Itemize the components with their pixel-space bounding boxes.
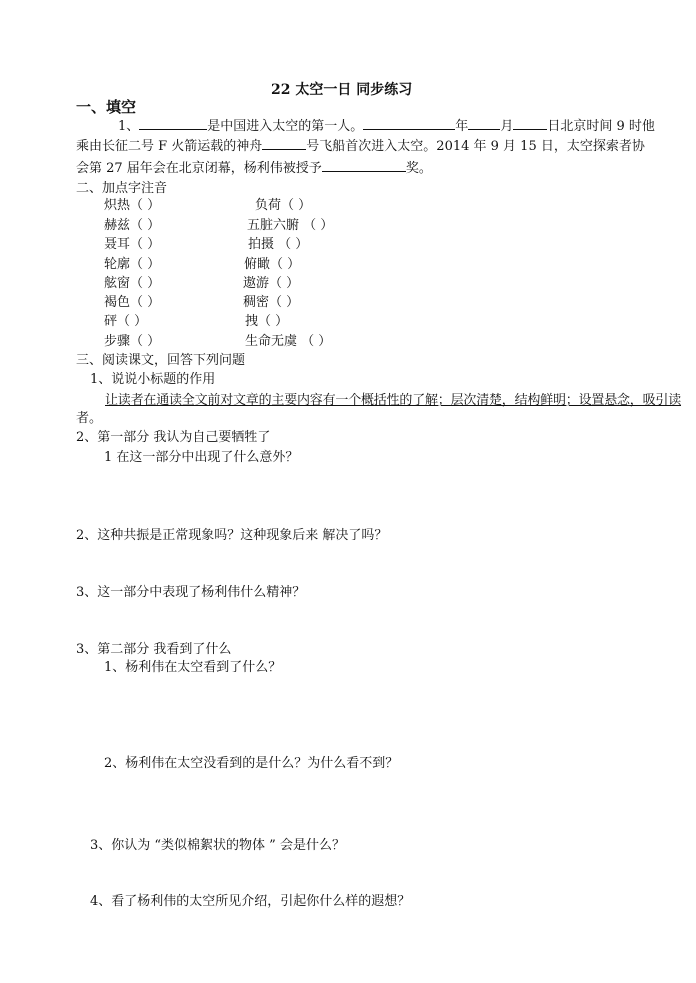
question-1: 1、说说小标题的作用 (90, 372, 216, 387)
part1-question-1: 1 在这一部分中出现了什么意外？ (104, 450, 299, 465)
pinyin-item-right: 俯瞰（ ） (244, 257, 301, 272)
page-title: 22 太空一日 同步练习 (271, 82, 413, 98)
blank-day[interactable] (513, 115, 547, 130)
answer-1-line1: 让读者在通读全文前对文章的主要内容有一个概括性的了解；层次清楚，结构鲜明；设置悬念，吸引读 (105, 393, 682, 408)
fill-line-1-text1: 是中国进入太空的第一人。 (207, 119, 364, 134)
fill-line-2 (76, 135, 645, 154)
fill-line-1-num: 1、 (118, 119, 140, 134)
pinyin-item-left: 步骤（ ） (104, 334, 161, 349)
fill-line-1-text2: 年 (455, 119, 469, 134)
section3-heading: 三、阅读课文，回答下列问题 (76, 353, 246, 368)
fill-line-3-text2: 奖。 (405, 161, 432, 176)
part2-question-4: 4、看了杨利伟的太空所见介绍，引起你什么样的遐想？ (90, 894, 411, 909)
pinyin-item-left: 砰（ ） (104, 314, 148, 329)
pinyin-item-left: 褐色（ ） (104, 295, 161, 310)
section2-heading: 二、加点字注音 (76, 181, 168, 196)
fill-line-1 (118, 115, 655, 134)
part2-question-2: 2、杨利伟在太空没看到的是什么？为什么看不到？ (104, 756, 399, 771)
part2-question-3: 3、你认为 “类似棉絮状的物体 ” 会是什么？ (90, 838, 345, 853)
fill-line-3-text1: 会第 27 届年会在北京闭幕，杨利伟被授予 (76, 161, 322, 176)
blank-year[interactable] (363, 115, 455, 130)
pinyin-item-right: 五脏六腑 （ ） (247, 218, 334, 233)
blank-shenzhou[interactable] (262, 135, 306, 150)
fill-line-2-text2: 号飞船首次进入太空。2014 年 9 月 15 日，太空探索者协 (306, 139, 645, 154)
pinyin-item-right: 拽（ ） (245, 314, 289, 329)
pinyin-item-left: 舷窗（ ） (104, 276, 161, 291)
pinyin-item-right: 负荷（ ） (255, 198, 312, 213)
part2-heading: 3、第二部分 我看到了什么 (76, 642, 232, 657)
section1-heading: 一、填空 (76, 98, 137, 116)
pinyin-item-right: 拍摄 （ ） (248, 237, 309, 252)
fill-line-1-text4: 日北京时间 9 时他 (547, 119, 655, 134)
part1-heading: 2、第一部分 我认为自己要牺牲了 (76, 430, 271, 445)
blank-month[interactable] (468, 115, 500, 130)
part2-question-1: 1、杨利伟在太空看到了什么？ (104, 660, 282, 675)
part1-question-3: 3、这一部分中表现了杨利伟什么精神？ (76, 585, 306, 600)
answer-1-line2: 者。 (76, 411, 103, 426)
fill-line-3 (76, 157, 432, 176)
pinyin-item-right: 遨游（ ） (243, 276, 300, 291)
blank-award[interactable] (322, 157, 406, 172)
pinyin-item-left: 聂耳（ ） (104, 237, 161, 252)
fill-line-1-text3: 月 (500, 119, 514, 134)
pinyin-item-right: 稠密（ ） (243, 295, 300, 310)
part1-question-2: 2、这种共振是正常现象吗？这种现象后来 解决了吗？ (76, 528, 388, 543)
pinyin-item-right: 生命无虞 （ ） (245, 334, 332, 349)
pinyin-item-left: 炽热（ ） (104, 198, 161, 213)
pinyin-item-left: 赫兹（ ） (104, 218, 161, 233)
fill-line-2-text1: 乘由长征二号 F 火箭运载的神舟 (76, 139, 263, 154)
pinyin-item-left: 轮廓（ ） (104, 257, 161, 272)
blank-1[interactable] (139, 115, 207, 130)
